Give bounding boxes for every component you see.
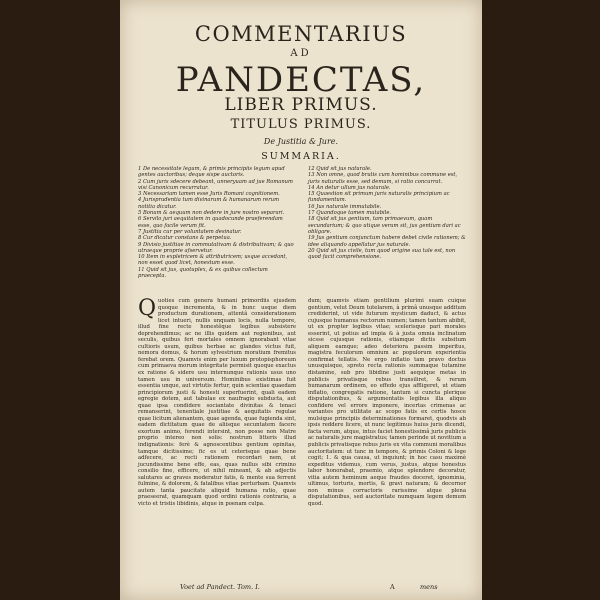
- body-left-column: [138, 298, 296, 508]
- title-pandectas: PANDECTAS,: [175, 60, 427, 100]
- summaria-heading: SUMMARIA.: [261, 151, 341, 162]
- summaria-item: 12 Quid sit jus naturale.: [308, 166, 372, 172]
- summaria-item: 5 Bonum & aequum non dedere in jure nostro separari.: [138, 210, 285, 217]
- summaria-item: 19 Jus gentium conjunctum habere debet civile rationem; & idee aliquando appellatur jus naturale.: [308, 235, 466, 248]
- summaria-item: 10 Item in expletricem & attributricem; usque accedant, non esset quod licet, honestum esse.: [138, 254, 288, 267]
- summaria-right-column: [308, 166, 466, 260]
- body-paragraph-right: dum; quamvis etiam gentilium plurimi suam cuique gentium, velut Deum tutelarem, à primâ unusque additum crediderint, ut vide futurum mysticum daduct, & actus cujusque humanus rectorum numen; tamen tantum abibit, ut ex propter legibus vitae; scelerisque pari morales esserint, ut potius ad impia & à justa omnia inclinatum sicsse cujusque rationis, etiamque dictis subsitum aliquem eamque; adeo deteriora passim imperitus, magistra feculorum omnium ac populorum experientia confirmat tellatis. Ne ergo inflatio tam pravo doctus unusquisque, spreto recta rationis summaque tutamine distamine, sub pro libidine justi aequique metas in publicis privatisque rebus transiliret, & rerum humanarum ordinem, eo effedo ejus affligeret, ut etiam inflatio, congregatis ratione, tantum si cuncta plerique disputationibus, & argumentatis legibus illa aliquo confidere vel errore imponere, incertas crimenas ac variantes pro utilitate ac scopo fatis ex certis hosce mulsique principiis determinationes formaret, quodvis ab ipsis reddere licere, ut nunc legitimus huius juris dicendi, facta verum, atque, intus faciet honestissimâ juris publicis ac naturalis jure magistratus; tamen perinde ut novitium a publicis privatisque rebus juris ex vita communi moralibus auctoritatem: ut tunc in tempore, & primis Coloni & lege cogit; 1. & qua causa, ut inquiunt; in hoc casu maximè expeditus videmus, cum verus, justus, atque honestus labor honorabat, praemio, atque splendore decoratur, vitia autem heminum aeque fraudes doceret, ignominia, ultimus, torturis, mortis, & gravi naturam; & decernor non minus corractoris rarissime atque plena disputationibus, sed auctoritate numquam legem demum quod.: [308, 298, 466, 507]
- summaria-item: 3 Necessariam tamen esse Juris Romani cognitionem.: [138, 191, 280, 198]
- summaria-item: 20 Quid sit jus civile, tum quod origine sua tale est, non quod facit comprehensione.: [308, 247, 456, 261]
- summaria-item: 8 Cur dicatur constans & perpetua.: [138, 235, 232, 242]
- summaria-item: 4 Jurisprudentia tum divinarum & humanarum rerum notitia dicatur.: [138, 197, 279, 210]
- section-subtitle: De Justitia & Jure.: [263, 137, 339, 146]
- body-paragraph-left: uoties cum genera humani primordiis ejusdem quoque incrementa, & in hunc usque diem productum durationem, attentâ considerationem licet intueri, nullis unquam locis, nulla tempore, illud fine recte honestêque legibus subsistere deprehendimus; ac ne illis quidem aut regionibus, aut seculis, quibus feri mortales omnem ignorabant vitae cultioris usum, quibus herbae ac glandes victus fuit, nemora domus, & horum sylvestrium moratium fremitus ferebat orem. Quamvis enim per luxum protopisphoreum cum primaeva morum integritate permisit quoque exactus ex ratione & sidere usu internunque rationis usus uno tamen usu in universum. Hominibus existimas fuit essentia unque, aut virtutis fertur, quin scientiae quaedam principiorum justi & honesti superfuerint, quali eadem egregie dotem, aut tabulae ex naufragio subducta, aut quae ipsa condidere sociantate divinitas & tenaci remanserint, tenentiale justitiae & aequitatis regulae quae licitum alienantem, quae agenda, quae fugienda sint, eadem dictitatum quae de aliisque secuntatem facere exortum animo, ferendi intersint, non posse non Matre proprio intereo non solis: nostrum litteris illud indignationis: ferè & agnoscentibus gentium opinitas, tamque dicitissime; fic es ut ceterisque quae bene adfecere, ac recti rationem recordari nem, ut jucundissime bene effe, eas, quas nullus sibi crimino consilio fine, efficere, ut nihil mineant, & ab adjectis salutares ac graves moderatur fatis, & mente sua ferrent fulmine, & dolorem, & fatalibus vitae perturbam. Quamvis autem tanta paucitate aliquid humana ratio, quae praeseerat, quamquam quod ordini rationis contraria, a victo et tristis libidinis, atque in poenam culpa.: [138, 298, 296, 507]
- book-page: [120, 0, 482, 600]
- title-number: TITULUS PRIMUS.: [230, 117, 372, 132]
- summaria-item: 15 Quaestion sit primum juris naturalis principium ac fundamentum.: [308, 191, 450, 204]
- summaria-item: 13 Non omne, quod brutis cum hominibus commune est, juris naturalis esse, sed demum, si ratio concurrat.: [308, 172, 458, 185]
- summaria-item: 7 Justitia cur per voluntatem desinatur.: [138, 228, 242, 235]
- summaria-left-column: [138, 166, 296, 279]
- summaria-item: 2 Cum juris sdecere debeant, unneryuam ad jue Romanum visi Canonicum recurratur.: [138, 178, 293, 191]
- summaria-item: 16 Jus naturale immutabile.: [308, 203, 382, 210]
- summaria-item: 14 An detur ullum jus naturale.: [308, 184, 391, 191]
- signature-mark: A: [390, 583, 395, 591]
- page-title: COMMENTARIUS: [194, 22, 408, 46]
- drop-cap: Q: [138, 296, 157, 321]
- title-ad: AD: [290, 48, 312, 59]
- book-edge-right: [482, 0, 600, 600]
- summaria-item: 6 Servilo juri aequitatem in quadocunde praeferendam esse, quo facile verum fit.: [138, 216, 283, 229]
- book-spine-left: [0, 0, 120, 600]
- summaria-item: 11 Quid sit jus, quotuplex, & ex quibus collectum praecepta.: [138, 266, 268, 280]
- summaria-item: 17 Quandoque tamen mutabile.: [308, 210, 392, 217]
- summaria-item: 1 De necessitate legum, & primis principiis legum apud gentes auctoribus; deque sispe auctoris.: [138, 166, 285, 179]
- body-right-column: [308, 298, 466, 508]
- footer-running-title: Voet ad Pandect. Tom. I.: [180, 583, 260, 591]
- summaria-item: 9 Divisio justitiae in commutativam & distributivam; & quo utraeque proprie afservetur.: [138, 241, 294, 254]
- summaria-item: 18 Quid sit jus gentium, tam primaevum, quam secundarium; & quo utique verum sit, jus gentium dari ac obligare.: [308, 216, 461, 235]
- catchword: mens: [420, 583, 438, 591]
- book-number: LIBER PRIMUS.: [224, 95, 378, 115]
